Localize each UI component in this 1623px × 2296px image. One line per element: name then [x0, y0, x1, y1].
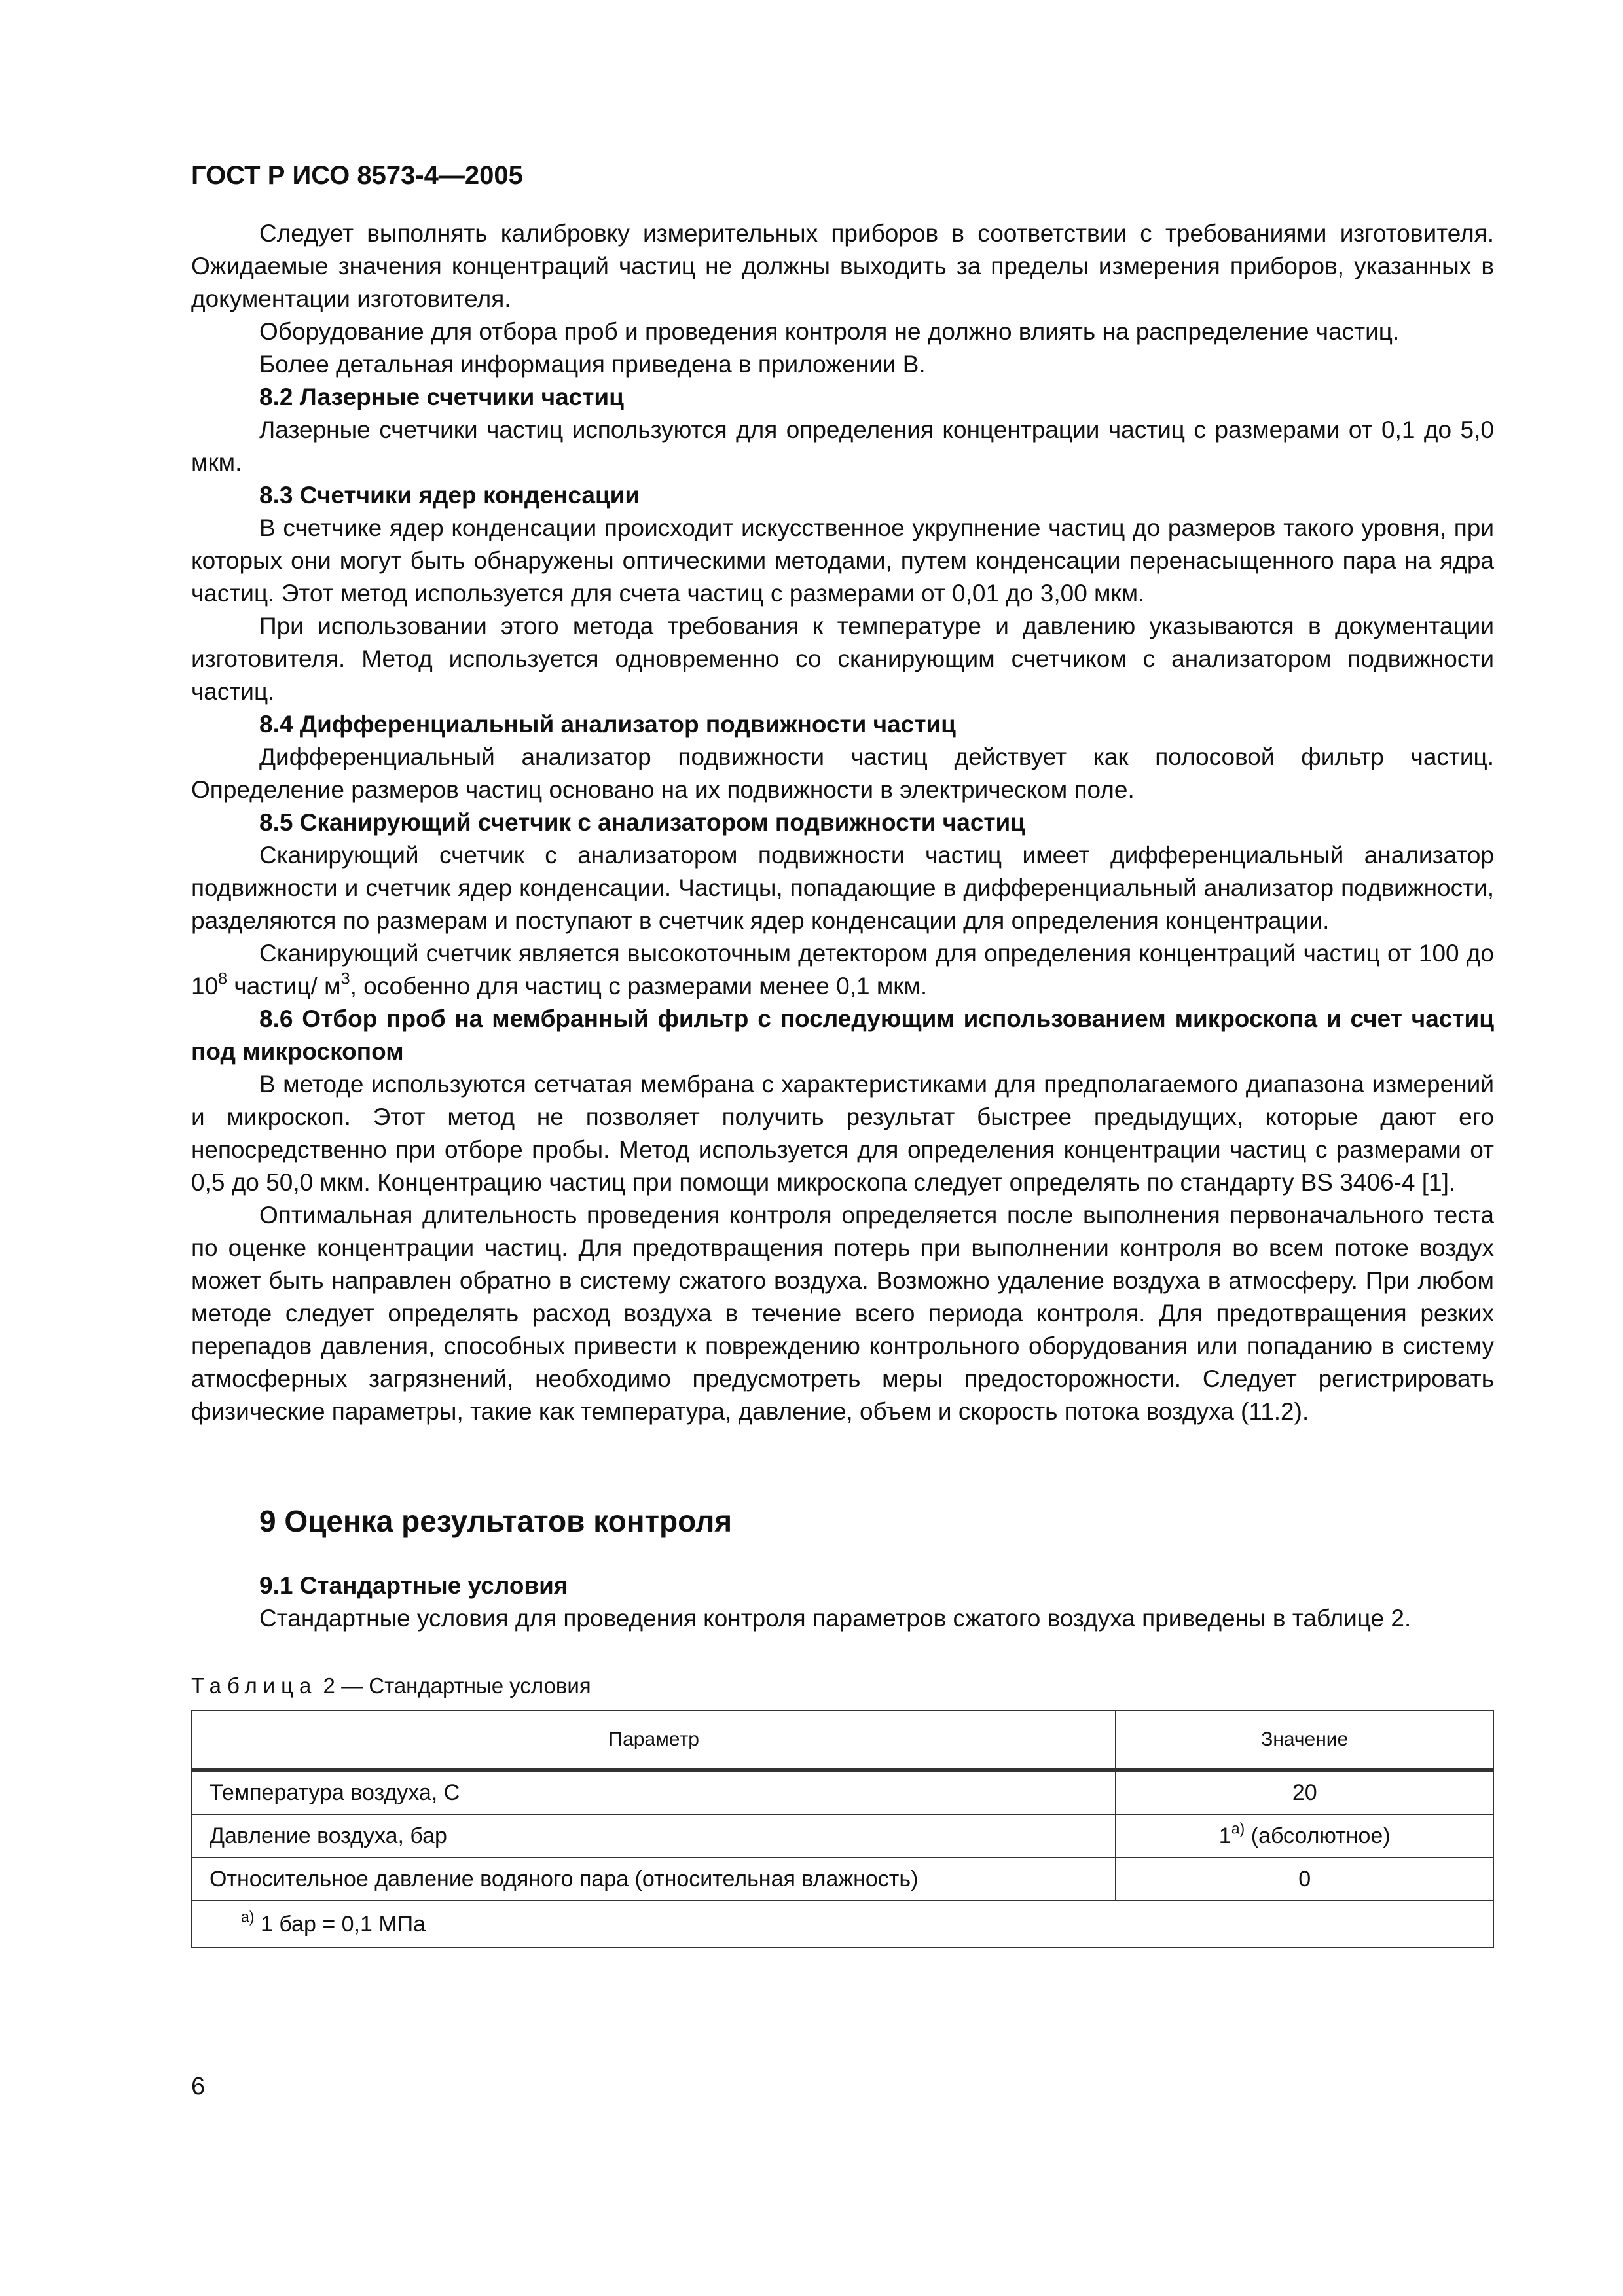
footnote-marker: a): [1231, 1820, 1245, 1837]
text-fragment: , особенно для частиц с размерами менее 0,1 мкм.: [350, 973, 928, 999]
text-fragment: Сканирующий счетчик является высокоточным детектором для определения концентраций частиц от 100 до 10: [191, 940, 1494, 999]
subsection-title-8-6: 8.6 Отбор проб на мембранный фильтр с последующим использованием микроскопа и счет частиц под микроскопом: [191, 1005, 1494, 1065]
paragraph-8-6-a: В методе используются сетчатая мембрана с характеристиками для предполагаемого диапазона измерений и микроскоп. Этот метод не позволяет получить результат быстрее предыдущих, которые дают его непосредственно при отборе пробы. Метод используется для определения концентрации частиц с размерами от 0,5 до 50,0 мкм. Концентрацию частиц при помощи микроскопа следует определять по стандарту BS 3406-4 [1].: [191, 1071, 1494, 1196]
document-header: ГОСТ Р ИСО 8573-4—2005: [191, 161, 523, 190]
subsection-title-8-5: 8.5 Сканирующий счетчик с анализатором подвижности частиц: [259, 809, 1026, 836]
paragraph-calibration: Следует выполнять калибровку измерительных приборов в соответствии с требованиями изготовителя. Ожидаемые значения концентраций частиц не должны выходить за пределы измерения приборов, указанных в документации изготовителя.: [191, 220, 1494, 312]
exponent: 3: [340, 969, 350, 988]
paragraph-8-5-a: Сканирующий счетчик с анализатором подвижности частиц имеет дифференциальный анализатор подвижности и счетчик ядер конденсации. Частицы, попадающие в дифференциальный анализатор подвижности, разделяются по размерам и поступают в счетчик ядер конденсации для определения концентрации.: [191, 842, 1494, 934]
page-number: 6: [191, 2073, 206, 2100]
footnote-marker: a): [241, 1908, 255, 1926]
subsection-title-8-4: 8.4 Дифференциальный анализатор подвижности частиц: [259, 711, 956, 738]
parameter-cell: Давление воздуха, бар: [192, 1814, 1116, 1857]
paragraph-annex-reference: Более детальная информация приведена в приложении В.: [259, 351, 926, 378]
footnote-text: 1 бар = 0,1 МПа: [254, 1911, 426, 1937]
paragraph-8-2: Лазерные счетчики частиц используются для определения концентрации частиц с размерами от 0,1 до 5,0 мкм.: [191, 416, 1494, 476]
paragraph-8-5-b: [191, 937, 1494, 1003]
paragraph-8-3-a: В счетчике ядер конденсации происходит искусственное укрупнение частиц до размеров такого уровня, при которых они могут быть обнаружены оптическими методами, путем конденсации перенасыщенного пара на ядра частиц. Этот метод используется для счета частиц с размерами от 0,01 до 3,00 мкм.: [191, 514, 1494, 607]
parameter-cell: Температура воздуха, С: [192, 1770, 1116, 1815]
paragraph-9-1: Стандартные условия для проведения контроля параметров сжатого воздуха приведены в таблице 2.: [259, 1605, 1412, 1632]
value-cell: [1116, 1770, 1493, 1815]
standard-conditions-table: [191, 1710, 1494, 1948]
table-header-row: [192, 1710, 1493, 1770]
table-footnote: [192, 1901, 1493, 1948]
subsection-title-8-3: 8.3 Счетчики ядер конденсации: [259, 482, 640, 509]
table-row: [192, 1857, 1493, 1901]
parameter-cell: Относительное давление водяного пара (относительная влажность): [192, 1857, 1116, 1901]
subsection-title-9-1: 9.1 Стандартные условия: [259, 1572, 568, 1599]
value-text: 1: [1218, 1823, 1231, 1848]
subsection-title-8-2: 8.2 Лазерные счетчики частиц: [259, 384, 624, 410]
table-row: [192, 1770, 1493, 1815]
table-caption-word: Таблица: [191, 1674, 318, 1698]
text-fragment: частиц/ м: [227, 973, 341, 999]
column-header-parameter: Параметр: [192, 1710, 1116, 1770]
value-cell: [1116, 1814, 1493, 1857]
document-page: [191, 157, 1494, 1948]
table-footnote-row: [192, 1901, 1493, 1948]
paragraph-equipment: Оборудование для отбора проб и проведения контроля не должно влиять на распределение частиц.: [259, 318, 1400, 345]
section-title-9: 9 Оценка результатов контроля: [259, 1504, 733, 1538]
column-header-value: Значение: [1116, 1710, 1493, 1770]
value-qualifier: (абсолютное): [1245, 1823, 1391, 1848]
paragraph-8-6-b: Оптимальная длительность проведения контроля определяется после выполнения первоначального теста по оценке концентрации частиц. Для предотвращения потерь при выполнении контроля во всем потоке воздух может быть направлен обратно в систему сжатого воздуха. Возможно удаление воздуха в атмосферу. При любом методе следует определять расход воздуха в течение всего периода контроля. Для предотвращения резких перепадов давления, способных привести к повреждению контрольного оборудования или попаданию в систему атмосферных загрязнений, необходимо предусмотреть меры предосторожности. Следует регистрировать физические параметры, такие как температура, давление, объем и скорость потока воздуха (11.2).: [191, 1202, 1494, 1425]
value-text: 20: [1292, 1780, 1317, 1805]
table-row: [192, 1814, 1493, 1857]
paragraph-8-4: Дифференциальный анализатор подвижности частиц действует как полосовой фильтр частиц. Определение размеров частиц основано на их подвижности в электрическом поле.: [191, 744, 1494, 803]
value-cell: [1116, 1857, 1493, 1901]
value-text: 0: [1298, 1866, 1311, 1892]
table-caption-text: 2 — Стандартные условия: [317, 1674, 591, 1698]
paragraph-8-3-b: При использовании этого метода требования к температуре и давлению указываются в документации изготовителя. Метод используется одновременно со сканирующим счетчиком с анализатором подвижности частиц.: [191, 613, 1494, 705]
exponent: 8: [218, 969, 228, 988]
table-caption: [191, 1672, 1494, 1700]
